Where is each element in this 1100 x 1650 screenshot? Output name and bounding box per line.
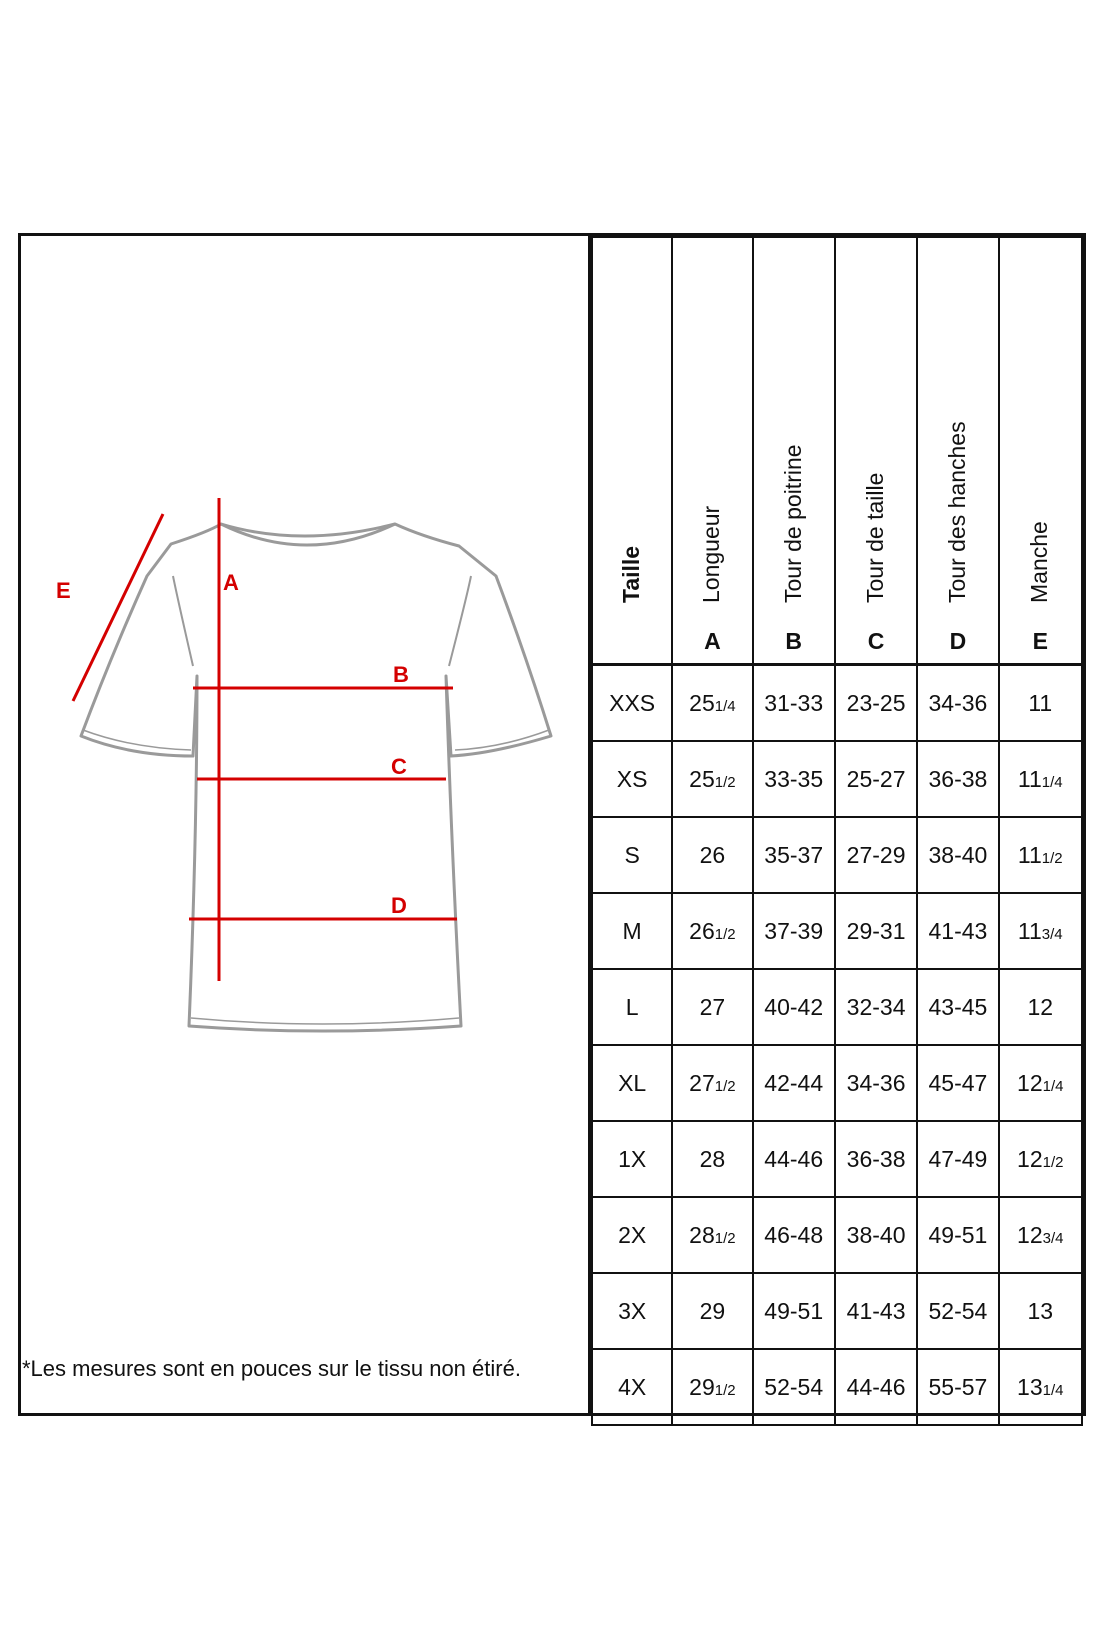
cell-sleeve (999, 665, 1082, 742)
cell-waist (835, 1197, 917, 1273)
cell-value: 29 (699, 1297, 726, 1324)
header-title: Tour de poitrine (779, 444, 806, 603)
cell-value: M (622, 917, 642, 944)
tshirt-diagram (21, 236, 588, 1366)
header-letter: A (704, 628, 721, 654)
cell-value: 28 (689, 1221, 715, 1248)
cell-size (592, 1273, 672, 1349)
cell-value: 45-47 (928, 1069, 988, 1096)
cell-size (592, 1197, 672, 1273)
cell-value: 37-39 (764, 917, 824, 944)
cell-value: 29-31 (846, 917, 906, 944)
fraction: 1/4 (1041, 773, 1063, 791)
cell-chest (753, 893, 835, 969)
table-row (592, 1121, 1082, 1197)
cell-value: 11 (1017, 765, 1042, 792)
cell-chest (753, 1121, 835, 1197)
cell-value: 52-54 (928, 1297, 988, 1324)
cell-length (672, 817, 752, 893)
cell-hips (917, 1121, 998, 1197)
cell-value: 12 (1027, 993, 1054, 1020)
cell-value: 41-43 (928, 917, 988, 944)
header-sleeve (999, 237, 1082, 665)
cell-size (592, 1045, 672, 1121)
cell-value: 26 (689, 917, 715, 944)
cell-hips (917, 1273, 998, 1349)
cell-value: XS (616, 765, 648, 792)
cell-value: 32-34 (846, 993, 906, 1020)
cell-hips (917, 969, 998, 1045)
fraction: 1/2 (714, 773, 736, 791)
cell-size (592, 893, 672, 969)
cell-value: 27 (699, 993, 726, 1020)
label-d: D (391, 893, 407, 918)
cell-value: 31-33 (764, 689, 824, 716)
cell-value: 23-25 (846, 689, 906, 716)
fraction: 1/2 (1042, 1153, 1064, 1171)
fraction: 1/2 (714, 1381, 736, 1399)
cell-value: 38-40 (928, 841, 988, 868)
fraction: 1/4 (1042, 1077, 1064, 1095)
cell-waist (835, 665, 917, 742)
header-letter: E (1032, 628, 1048, 654)
cell-hips (917, 665, 998, 742)
cell-value: 34-36 (846, 1069, 906, 1096)
cell-sleeve (999, 741, 1082, 817)
cell-value: XL (618, 1069, 647, 1096)
cell-value: 11 (1017, 841, 1042, 868)
measure-line-e (73, 514, 163, 701)
cell-value: 25 (689, 765, 715, 792)
header-hips (917, 237, 998, 665)
table-row (592, 817, 1082, 893)
cell-value: 36-38 (846, 1145, 906, 1172)
header-letter: D (949, 628, 967, 654)
cell-value: 27-29 (846, 841, 906, 868)
label-c: C (391, 754, 407, 779)
table-row (592, 741, 1082, 817)
cell-length (672, 1349, 752, 1425)
table-row (592, 1045, 1082, 1121)
fraction: 1/4 (1042, 1381, 1064, 1399)
cell-value: 42-44 (764, 1069, 824, 1096)
cell-size (592, 1121, 672, 1197)
cell-value: 11 (1028, 689, 1053, 716)
cell-chest (753, 741, 835, 817)
cell-waist (835, 817, 917, 893)
cell-chest (753, 1349, 835, 1425)
table-row (592, 1349, 1082, 1425)
cell-value: 2X (618, 1221, 647, 1248)
cell-value: 11 (1017, 917, 1042, 944)
table-row (592, 893, 1082, 969)
cell-value: 28 (699, 1145, 726, 1172)
cell-sleeve (999, 969, 1082, 1045)
cell-waist (835, 1273, 917, 1349)
cell-length (672, 1045, 752, 1121)
cell-value: 47-49 (928, 1145, 988, 1172)
cell-waist (835, 1121, 917, 1197)
fraction: 1/2 (1041, 849, 1063, 867)
cell-value: 38-40 (846, 1221, 906, 1248)
cell-value: 46-48 (764, 1221, 824, 1248)
header-title: Tour de taille (862, 472, 889, 603)
cell-value: 35-37 (764, 841, 824, 868)
cell-value: 25-27 (846, 765, 906, 792)
cell-size (592, 741, 672, 817)
cell-value: 55-57 (928, 1373, 988, 1400)
label-e: E (56, 578, 71, 603)
cell-value: 3X (618, 1297, 647, 1324)
cell-size (592, 665, 672, 742)
header-letter: B (785, 628, 803, 654)
cell-size (592, 817, 672, 893)
cell-sleeve (999, 817, 1082, 893)
cell-chest (753, 665, 835, 742)
cell-hips (917, 741, 998, 817)
fraction: 1/2 (714, 1229, 736, 1247)
cell-hips (917, 1197, 998, 1273)
cell-value: XXS (609, 689, 656, 716)
fraction: 3/4 (1041, 925, 1063, 943)
cell-value: 1X (618, 1145, 647, 1172)
header-title: Manche (1026, 521, 1053, 603)
cell-value: 36-38 (928, 765, 988, 792)
cell-value: 49-51 (764, 1297, 824, 1324)
cell-value: 13 (1027, 1297, 1054, 1324)
cell-length (672, 665, 752, 742)
header-title: Longueur (698, 505, 725, 603)
cell-value: 40-42 (764, 993, 824, 1020)
header-chest (753, 237, 835, 665)
cell-value: 43-45 (928, 993, 988, 1020)
fraction: 1/2 (714, 1077, 736, 1095)
table-header-row (592, 237, 1082, 665)
cell-length (672, 893, 752, 969)
cell-value: 27 (689, 1069, 715, 1096)
cell-sleeve (999, 1197, 1082, 1273)
size-table (591, 236, 1083, 1426)
cell-size (592, 969, 672, 1045)
header-waist (835, 237, 917, 665)
cell-hips (917, 1045, 998, 1121)
cell-chest (753, 1273, 835, 1349)
table-row (592, 969, 1082, 1045)
table-row (592, 665, 1082, 742)
cell-waist (835, 893, 917, 969)
table-row (592, 1273, 1082, 1349)
header-title: Tour des hanches (943, 421, 970, 603)
cell-length (672, 1197, 752, 1273)
cell-hips (917, 1349, 998, 1425)
header-size (592, 237, 672, 665)
cell-value: 12 (1017, 1069, 1043, 1096)
cell-chest (753, 1197, 835, 1273)
cell-sleeve (999, 1121, 1082, 1197)
cell-value: 49-51 (928, 1221, 988, 1248)
table-row (592, 1197, 1082, 1273)
label-b: B (393, 662, 409, 687)
cell-length (672, 1273, 752, 1349)
label-a: A (223, 570, 239, 595)
header-length (672, 237, 752, 665)
cell-sleeve (999, 1273, 1082, 1349)
cell-value: S (624, 841, 640, 868)
cell-value: 13 (1017, 1373, 1043, 1400)
cell-sleeve (999, 1045, 1082, 1121)
fraction: 1/4 (714, 697, 736, 715)
cell-chest (753, 1045, 835, 1121)
cell-hips (917, 817, 998, 893)
cell-size (592, 1349, 672, 1425)
cell-value: 44-46 (764, 1145, 824, 1172)
cell-value: 52-54 (764, 1373, 824, 1400)
cell-waist (835, 969, 917, 1045)
cell-value: 25 (689, 689, 715, 716)
fraction: 1/2 (714, 925, 736, 943)
cell-value: 41-43 (846, 1297, 906, 1324)
cell-length (672, 741, 752, 817)
cell-value: L (625, 993, 639, 1020)
cell-length (672, 969, 752, 1045)
fraction: 3/4 (1042, 1229, 1064, 1247)
cell-length (672, 1121, 752, 1197)
cell-value: 12 (1017, 1221, 1043, 1248)
header-letter: C (867, 628, 885, 654)
cell-chest (753, 969, 835, 1045)
cell-chest (753, 817, 835, 893)
cell-waist (835, 1045, 917, 1121)
cell-value: 33-35 (764, 765, 824, 792)
cell-value: 29 (689, 1373, 715, 1400)
cell-value: 26 (699, 841, 726, 868)
cell-value: 4X (618, 1373, 647, 1400)
header-title: Taille (618, 545, 645, 603)
cell-value: 44-46 (846, 1373, 906, 1400)
cell-hips (917, 893, 998, 969)
cell-sleeve (999, 893, 1082, 969)
cell-waist (835, 1349, 917, 1425)
cell-waist (835, 741, 917, 817)
footnote: *Les mesures sont en pouces sur le tissu non étiré. (22, 1356, 521, 1381)
cell-value: 34-36 (928, 689, 988, 716)
cell-value: 12 (1017, 1145, 1043, 1172)
cell-sleeve (999, 1349, 1082, 1425)
